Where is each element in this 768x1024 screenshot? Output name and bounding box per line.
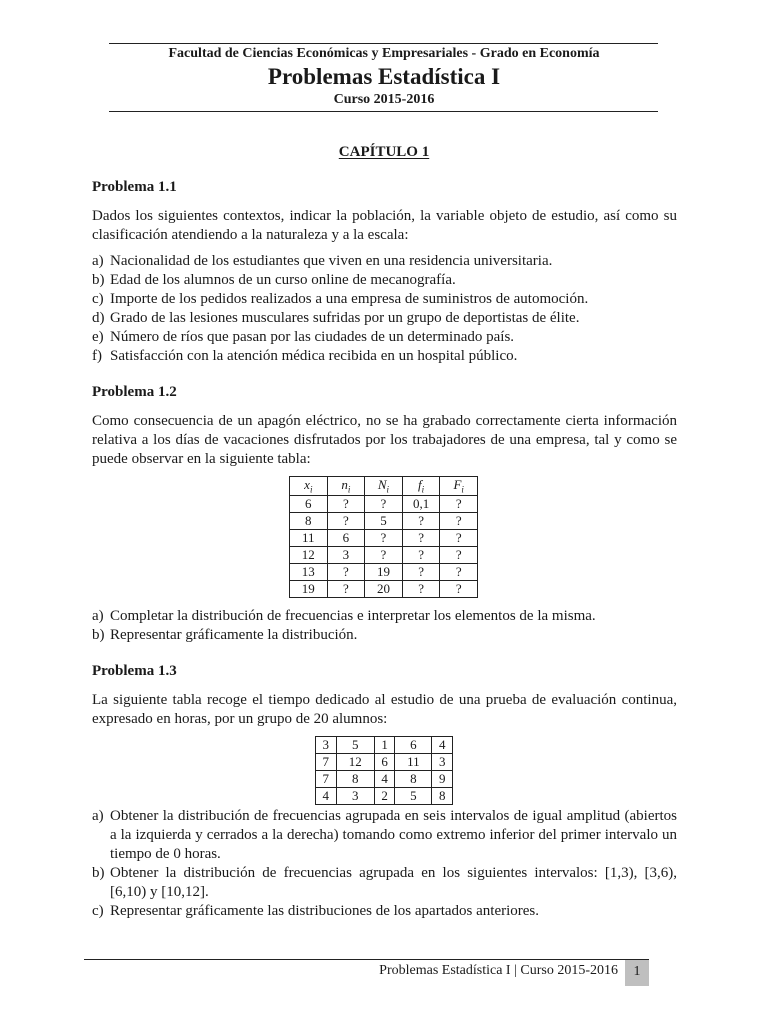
header-bottom-rule [109, 111, 658, 112]
problem-items [92, 607, 677, 645]
table-cell: 5 [336, 737, 374, 754]
item-text: Completar la distribución de frecuencias e interpretar los elementos de la misma. [110, 608, 596, 624]
table-cell: ? [402, 512, 440, 529]
problem-title: Problema 1.1 [92, 179, 177, 195]
table-cell: 8 [395, 771, 432, 788]
table-cell: ? [327, 580, 365, 597]
list-item [92, 252, 677, 271]
item-text: Satisfacción con la atención médica recibida en un hospital público. [110, 348, 518, 364]
table-cell: 3 [327, 546, 365, 563]
column-header-ni: $n_i$ [327, 477, 365, 496]
table-cell: ? [440, 580, 478, 597]
item-label: b) [92, 865, 105, 881]
item-label: c) [92, 291, 104, 307]
table-row [290, 546, 478, 563]
column-header-fi: $f_i$ [402, 477, 440, 496]
problem-items [92, 807, 677, 921]
column-header-xi: $x_i$ [290, 477, 328, 496]
list-item [92, 309, 677, 328]
item-text: Nacionalidad de los estudiantes que viven en una residencia universitaria. [110, 253, 553, 269]
table-cell: 11 [395, 754, 432, 771]
problem-1-2 [92, 383, 677, 469]
list-item [92, 271, 677, 290]
table-row [290, 529, 478, 546]
table-cell: 5 [365, 512, 403, 529]
item-text: Obtener la distribución de frecuencias agrupada en seis intervalos de igual amplitud (abiertos a la izquierda y cerrados a la derecha) tomando como extremo inferior del primer intervalo un tiempo de 0 horas. [110, 808, 677, 862]
table-cell: 7 [316, 771, 337, 788]
item-text: Edad de los alumnos de un curso online de mecanografía. [110, 272, 456, 288]
table-cell: 6 [395, 737, 432, 754]
problem-intro: Dados los siguientes contextos, indicar la población, la variable objeto de estudio, así como su clasificación atendiendo a la naturaleza y a la escala: [92, 208, 677, 243]
problem-1-1 [92, 178, 677, 366]
course-year: Curso 2015-2016 [333, 92, 435, 107]
table-cell: 8 [432, 788, 453, 805]
table-cell: 7 [316, 754, 337, 771]
table-cell: 6 [290, 495, 328, 512]
column-header-Fi: $F_i$ [440, 477, 478, 496]
table-cell: ? [440, 529, 478, 546]
table-row [290, 563, 478, 580]
table-cell: ? [365, 495, 403, 512]
problem-title: Problema 1.2 [92, 384, 177, 400]
item-label: a) [92, 808, 104, 824]
table-cell: ? [402, 546, 440, 563]
table-cell: 8 [290, 512, 328, 529]
table-cell: 11 [290, 529, 328, 546]
table-cell: ? [402, 580, 440, 597]
table-cell: ? [365, 529, 403, 546]
table-cell: 12 [290, 546, 328, 563]
table-cell: 5 [395, 788, 432, 805]
item-label: b) [92, 272, 105, 288]
list-item [92, 290, 677, 309]
table-cell: 4 [432, 737, 453, 754]
table-cell: 19 [365, 563, 403, 580]
table-cell: ? [440, 563, 478, 580]
table-cell: ? [402, 563, 440, 580]
table-cell: 4 [374, 771, 395, 788]
study-hours-table [315, 736, 453, 805]
problem-title: Problema 1.3 [92, 663, 177, 679]
list-item [92, 607, 677, 626]
header-top-rule [109, 43, 658, 44]
table-row [290, 495, 478, 512]
table-cell: 3 [316, 737, 337, 754]
document-title: Problemas Estadística I [267, 64, 501, 89]
problem-1-3-items [92, 807, 677, 921]
faculty-name: Facultad de Ciencias Económicas y Empresariales - Grado en Economía [168, 46, 600, 61]
item-label: c) [92, 903, 104, 919]
item-label: a) [92, 253, 104, 269]
table-row [290, 512, 478, 529]
table-cell: 1 [374, 737, 395, 754]
problem-items [92, 252, 677, 366]
table-cell: ? [440, 546, 478, 563]
table-cell: 20 [365, 580, 403, 597]
table-cell: 4 [316, 788, 337, 805]
table-cell: ? [327, 512, 365, 529]
table-row [316, 737, 453, 754]
table-row [316, 754, 453, 771]
item-text: Grado de las lesiones musculares sufridas por un grupo de deportistas de élite. [110, 310, 580, 326]
item-text: Importe de los pedidos realizados a una empresa de suministros de automoción. [110, 291, 589, 307]
list-item [92, 864, 677, 902]
footer-rule [84, 959, 649, 960]
list-item [92, 347, 677, 366]
list-item [92, 328, 677, 347]
item-text: Representar gráficamente la distribución. [110, 627, 358, 643]
item-label: d) [92, 310, 105, 326]
table-cell: 12 [336, 754, 374, 771]
item-text: Número de ríos que pasan por las ciudades de un determinado país. [110, 329, 515, 345]
frequency-table [289, 476, 478, 598]
problem-1-3 [92, 662, 677, 729]
table-cell: ? [440, 512, 478, 529]
list-item [92, 807, 677, 864]
table-cell: 6 [327, 529, 365, 546]
page-number: 1 [625, 960, 649, 986]
table-cell: 6 [374, 754, 395, 771]
table-cell: ? [327, 495, 365, 512]
chapter-title: CAPÍTULO 1 [338, 144, 430, 160]
table-row [290, 580, 478, 597]
column-header-Ni: $N_i$ [365, 477, 403, 496]
table-cell: 8 [336, 771, 374, 788]
table-row [316, 771, 453, 788]
item-label: f) [92, 348, 102, 364]
item-label: b) [92, 627, 105, 643]
table-cell: 3 [432, 754, 453, 771]
table-header-row [290, 477, 478, 496]
table-cell: 3 [336, 788, 374, 805]
footer-text: Problemas Estadística I | Curso 2015-2016 [379, 963, 618, 978]
item-label: e) [92, 329, 104, 345]
chapter-heading [0, 144, 768, 161]
item-label: a) [92, 608, 104, 624]
table-cell: 13 [290, 563, 328, 580]
table-cell: ? [365, 546, 403, 563]
table-cell: ? [402, 529, 440, 546]
table-cell: 2 [374, 788, 395, 805]
item-text: Obtener la distribución de frecuencias agrupada en los siguientes intervalos: [1,3), [3,6), [6,10) y [10,12]. [110, 865, 677, 900]
table-row [316, 788, 453, 805]
list-item [92, 626, 677, 645]
list-item [92, 902, 677, 921]
table-cell: 0,1 [402, 495, 440, 512]
table-cell: ? [440, 495, 478, 512]
item-text: Representar gráficamente las distribuciones de los apartados anteriores. [110, 903, 540, 919]
table-cell: ? [327, 563, 365, 580]
problem-1-2-items [92, 607, 677, 645]
table-cell: 9 [432, 771, 453, 788]
problem-intro: Como consecuencia de un apagón eléctrico, no se ha grabado correctamente cierta información relativa a los días de vacaciones disfrutados por los trabajadores de una empresa, tal y como se puede observar en la siguiente tabla: [92, 413, 677, 467]
table-cell: 19 [290, 580, 328, 597]
problem-intro: La siguiente tabla recoge el tiempo dedicado al estudio de una prueba de evaluación continua, expresado en horas, por un grupo de 20 alumnos: [92, 692, 677, 727]
